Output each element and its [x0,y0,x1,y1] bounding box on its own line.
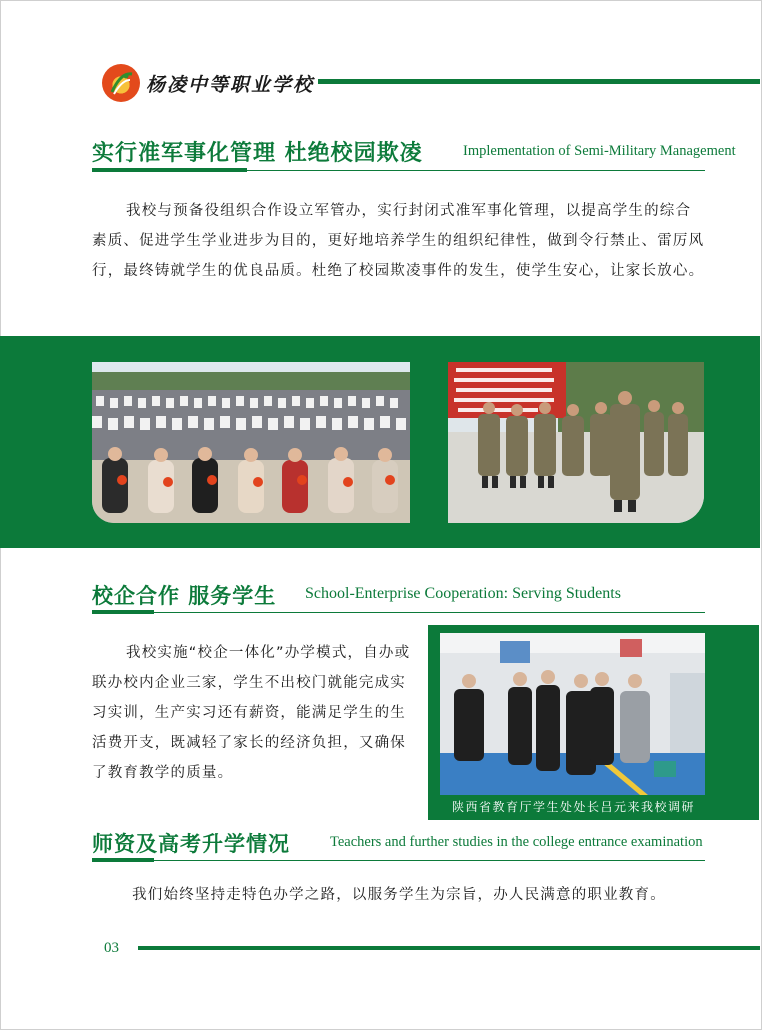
page-number: 03 [104,940,119,956]
footer-rule [138,946,760,950]
visit-photo-caption: 陕西省教育厅学生处处长吕元来我校调研 [451,800,695,814]
section1-underline-thick [92,168,247,172]
section3-underline-thin [154,860,705,861]
section1-subtitle: Implementation of Semi-Military Management [463,143,736,159]
school-logo-icon [102,64,140,102]
section3-paragraph: 我们始终坚持走特色办学之路，以服务学生为宗旨，办人民满意的职业教育。 [132,887,666,903]
section2-subtitle: School-Enterprise Cooperation: Serving Students [305,585,621,602]
section1-underline-thin [247,170,705,171]
section2-paragraph: 我校实施“校企一体化”办学模式，自办或联办校内企业三家，学生不出校门就能完成实习实训，生产实习还有薪资，能满足学生的生活费开支，既减轻了家长的经济负担，又确保了教育教学的质量。 [92,645,411,781]
section3-subtitle: Teachers and further studies in the college entrance examination [330,834,703,850]
assembly-photo [92,362,410,523]
section3-title: 师资及高考升学情况 [92,832,290,856]
military-training-photo [448,362,704,523]
section2-underline-thick [92,610,154,614]
section3-underline-thick [92,858,154,862]
section1-paragraph: 我校与预备役组织合作设立军管办，实行封闭式准军事化管理，以提高学生的综合素质、促进学生学业进步为目的，更好地培养学生的组织纪律性，做到令行禁止、雷厉风行，最终铸就学生的优良品质。杜绝了校园欺凌事件的发生，使学生安心，让家长放心。 [92,203,705,279]
section2-title: 校企合作 服务学生 [92,584,277,608]
school-name: 杨凌中等职业学校 [146,74,315,96]
header-rule [318,79,760,84]
section2-underline-thin [154,612,705,613]
official-visit-photo [440,633,705,795]
section1-title: 实行准军事化管理 杜绝校园欺凌 [92,141,423,166]
